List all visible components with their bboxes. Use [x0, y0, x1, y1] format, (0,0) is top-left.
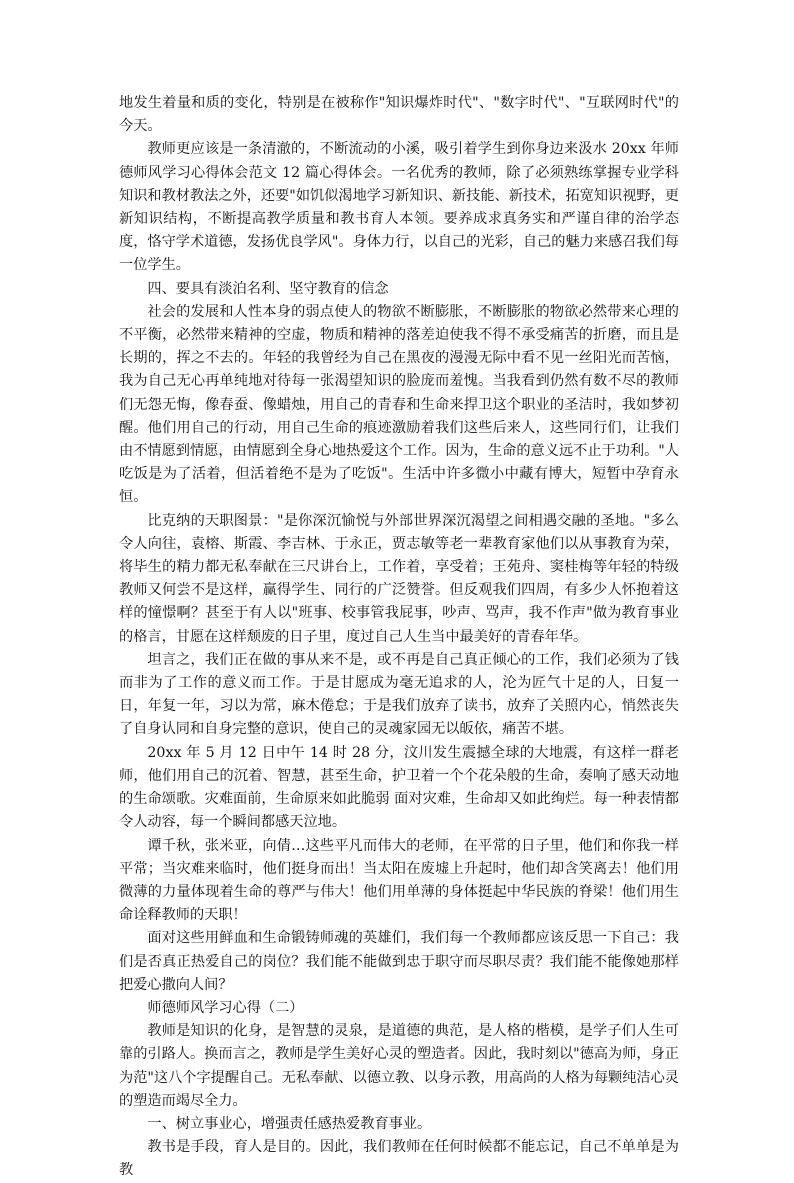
paragraph-heroes: 谭千秋，张米亚，向倩…这些平凡而伟大的老师，在平常的日子里，他们和你我一样平常；当灾难来临时，他们挺身而出！当太阳在废墟上升起时，他们却含笑离去！他们用微薄的力量体现着生命的尊严与伟大！他们用单薄的身体挺起中华民族的脊梁！他们用生命诠释教师的天职！ — [119, 837, 679, 924]
section-heading-one: 一、树立事业心，增强责任感热爱教育事业。 — [147, 1115, 432, 1132]
paragraph-earthquake: 20xx 年 5 月 12 日中午 14 时 28 分，汶川发生震撼全球的大地震，有这样一群老师，他们用自己的沉着、智慧，甚至生命，护卫着一个个花朵般的生命，奏响了感天动地的生命颂歌。灾难面前，生命原来如此脆弱 面对灾难，生命却又如此绚烂。每一种表情都令人动容，每一个瞬间都感天泣地。 — [119, 744, 679, 831]
document-page — [119, 92, 679, 1183]
paragraph-reflection: 面对这些用鲜血和生命锻铸师魂的英雄们，我们每一个教师都应该反思一下自己：我们是否真正热爱自己的岗位？我们能不能做到忠于职守而尽职尽责？我们能不能像她那样把爱心撒向人间？ — [119, 930, 679, 993]
paragraph-teacher-role: 教师是知识的化身，是智慧的灵泉，是道德的典范，是人格的楷模，是学子们人生可靠的引路人。换而言之，教师是学生美好心灵的塑造者。因此，我时刻以"德高为师，身正为范"这八个字提醒自己。无私奉献、以德立教、以身示教，用高尚的人格为每颗纯洁心灵的塑造而竭尽全力。 — [119, 1023, 679, 1109]
paragraph-frankly: 坦言之，我们正在做的事从来不是，或不再是自己真正倾心的工作，我们必须为了钱而非为了工作的意义而工作。于是甘愿成为毫无追求的人，沦为匠气十足的人，日复一日，年复一年，习以为常，麻木倦怠；于是我们放弃了读书，放弃了关照内心，悄然丧失了自身认同和自身完整的意识，使自己的灵魂家园无以皈依，痛苦不堪。 — [119, 651, 679, 738]
section-heading-four: 四、要具有淡泊名利、坚守教育的信念 — [147, 280, 389, 297]
section-title-two: 师德师风学习心得（二） — [147, 999, 304, 1016]
paragraph-society: 社会的发展和人性本身的弱点使人的物欲不断膨胀，不断膨胀的物欲必然带来心理的不平衡，必然带来精神的空虚，物质和精神的落差迫使我不得不承受痛苦的折磨，而且是长期的，挥之不去的。年轻的我曾经为自己在黑夜的漫漫无际中看不见一丝阳光而苦恼，我为自己无心再单纯地对待每一张渴望知识的脸庞而羞愧。当我看到仍然有数不尽的教师们无怨无悔，像春蚕、像蜡烛，用自己的青春和生命来捍卫这个职业的圣洁时，我如梦初醒。他们用自己的行动，用自己生命的痕迹激励着我们这些后来人，这些同行们，让我们由不情愿到情愿，由情愿到全身心地热爱这个工作。因为，生命的意义远不止于功利。"人吃饭是为了活着，但活着绝不是为了吃饭"。生活中许多微小中藏有博大，短暂中孕育永恒。 — [119, 303, 679, 506]
paragraph-teacher-stream: 教师更应该是一条清澈的，不断流动的小溪，吸引着学生到你身边来汲水 20xx 年师德师风学习心得体会范文 12 篇心得体会。一名优秀的教师，除了必须熟练掌握专业学科知识和教材教法之外，还要"如饥似渴地学习新知识、新技能、新技术，拓宽知识视野，更新知识结构，不断提高教学质量和教书育人本领。要养成求真务实和严谨自律的治学态度，恪守学术道德，发扬优良学风"。身体力行，以自己的光彩，自己的魅力来感召我们每一位学生。 — [119, 141, 679, 274]
paragraph-continuation: 地发生着量和质的变化，特别是在被称作"知识爆炸时代"、"数字时代"、"互联网时代"的今天。 — [119, 95, 679, 135]
paragraph-teaching-purpose: 教书是手段，育人是目的。因此，我们教师在任何时候都不能忘记，自己不单单是为教 — [119, 1139, 679, 1179]
paragraph-vocation: 比克纳的天职图景："是你深沉愉悦与外部世界深沉渴望之间相遇交融的圣地。"多么令人向往，袁榕、斯霞、李吉林、于永正，贾志敏等老一辈教育家他们以从事教育为荣，将毕生的精力都无私奉献在三尺讲台上，工作着，享受着；王苑舟、窦桂梅等年轻的特级教师又何尝不是这样，赢得学生、同行的广泛赞誉。但反观我们四周，有多少人怀抱着这样的憧憬啊？甚至于有人以"班事、校事管我屁事，吵声、骂声，我不作声"做为教育事业的格言，甘愿在这样颓废的日子里，度过自己人生当中最美好的青春年华。 — [119, 512, 679, 645]
